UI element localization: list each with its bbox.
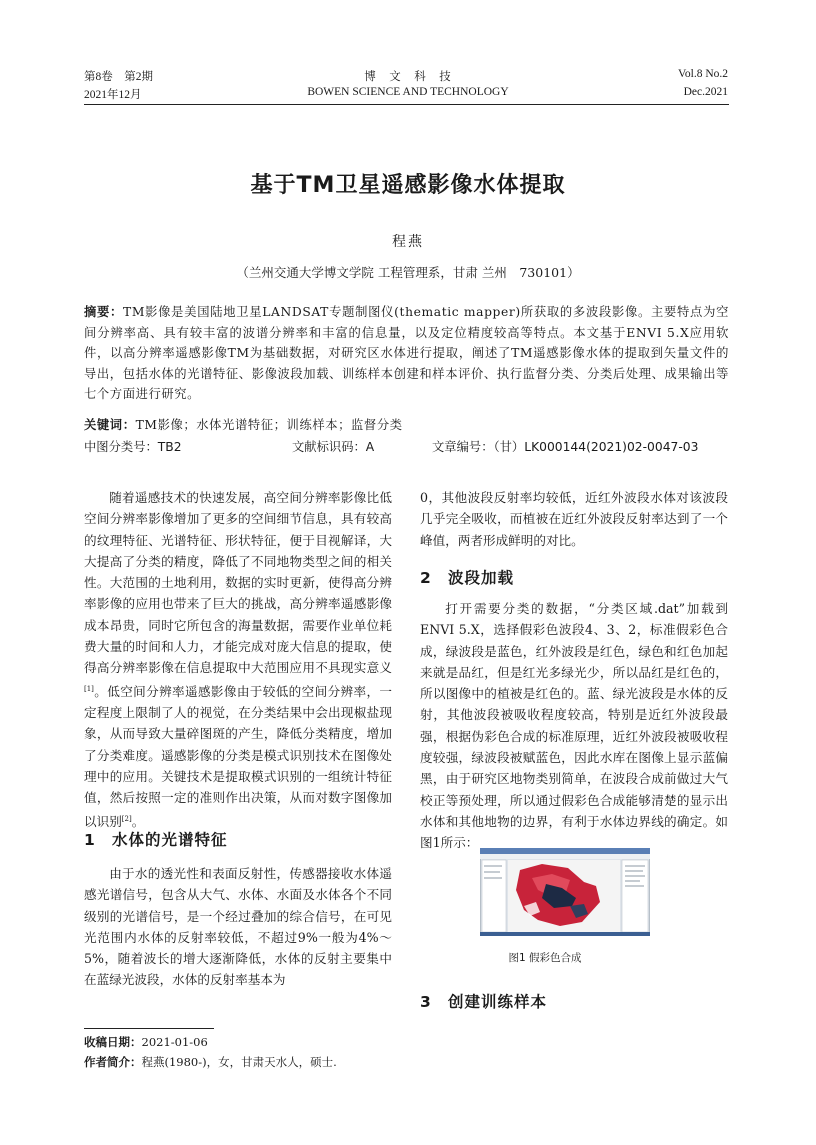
section-2-title: 波段加载 <box>448 569 515 587</box>
keywords-label: 关键词： <box>84 418 136 432</box>
journal-cn: 博 文 科 技 <box>364 71 452 83</box>
section-2-number: 2 <box>420 569 432 587</box>
received-label: 收稿日期： <box>84 1035 142 1049</box>
figure-1-caption: 图1 假彩色合成 <box>508 952 582 964</box>
date-cn: 2021年12月 <box>84 89 142 101</box>
left-column <box>84 487 392 832</box>
section-1-paragraph: 由于水的透光性和表面反射性，传感器接收水体遥感光谱信号，包含从大气、水体、水面及水体各个不同级别的光谱信号，是一个经过叠加的综合信号，在可见光范围内水体的反射率较低，不超过9%一般为4%～5%，随着波长的增大逐渐降低，水体的反射主要集中在蓝绿光波段，水体的反射率基本为 <box>84 866 392 988</box>
clc-number: 中图分类号：TB2 <box>84 440 182 454</box>
author-info-label: 作者简介： <box>84 1055 142 1069</box>
right-column-top <box>420 487 728 551</box>
author-name: 程燕 <box>392 234 424 250</box>
figure-1-image <box>480 848 650 936</box>
section-1-heading <box>84 828 228 850</box>
date-en: Dec.2021 <box>683 86 728 98</box>
header-rule <box>84 104 729 105</box>
abstract <box>84 302 729 405</box>
abstract-text: TM影像是美国陆地卫星LANDSAT专题制图仪(thematic mapper)所获取的多波段影像。主要特点为空间分辨率高、具有较丰富的波谱分辨率和丰富的信息量，以及定位精度较高等特点。本文基于ENVI 5.X应用软件，以高分辨率遥感影像TM为基础数据，对研究区水体进行提取，阐述了TM遥感影像水体的提取到矢量文件的导出，包括水体的光谱特征、影像波段加载、训练样本创建和样本评价、执行监督分类、分类后处理、成果输出等七个方面进行研究。 <box>84 305 729 401</box>
intro-paragraph: 随着遥感技术的快速发展，高空间分辨率影像比低空间分辨率影像增加了更多的空间细节信息，具有较高的纹理特征、光谱特征、形状特征，便于目视解译，大大提高了分类的精度，降低了不同地物类型之间的相关性。大范围的土地利用，数据的实时更新，使得高分辨率影像的应用也带来了巨大的挑战，高分辨率遥感影像成本昂贵，同时它所包含的海量数据，需要作业单位耗费大量的时间和人力，才能完成对庞大信息的提取，使得高分辨率影像在信息提取中大范围应用不具现实意义[1]。低空间分辨率遥感影像由于较低的空间分辨率，一定程度上限制了人的视觉，在分类结果中会出现椒盐现象，从而导致大量碎图斑的产生，降低分类精度，增加了分类难度。遥感影像的分类是模式识别技术在图像处理中的应用。关键技术是提取模式识别的一组统计特征值，然后按照一定的准则作出决策，从而对数字图像加以识别[2]。 <box>84 490 392 829</box>
keywords-text: TM影像；水体光谱特征；训练样本；监督分类 <box>135 418 403 432</box>
doc-code: 文献标识码：A <box>292 440 375 454</box>
section-3-title: 创建训练样本 <box>448 993 548 1011</box>
paper-title: 基于TM卫星遥感影像水体提取 <box>250 173 566 198</box>
journal-en: BOWEN SCIENCE AND TECHNOLOGY <box>307 86 509 98</box>
section-2-heading <box>420 566 514 588</box>
ref-1: [1] <box>84 684 94 693</box>
footnote <box>84 1032 337 1072</box>
section-1-title: 水体的光谱特征 <box>112 831 228 849</box>
section-2-paragraph: 打开需要分类的数据，“分类区域.dat”加载到ENVI 5.X，选择假彩色波段4、3、2，标准假彩色合成，绿波段是蓝色，红外波段是红色，绿色和红色加起来就是品红，但是红光多绿光少，所以品红是红色的，所以图像中的植被是红色的。蓝、绿光波段是水体的反射，其他波段被吸收程度较高，特别是近红外波段最强，根据伪彩色合成的标准原理，近红外波段被吸收程度较强，绿波段被赋蓝色，因此水库在图像上显示蓝偏黑，由于研究区地物类别简单，在波段合成前做过大气校正等预处理，所以通过假彩色合成能够清楚的显示出水体和其他地物的边界，有利于水体边界线的确定。如图1所示： <box>420 601 728 851</box>
received-date: 2021-01-06 <box>141 1035 208 1049</box>
section-3-number: 3 <box>420 993 432 1011</box>
figure-1-svg <box>480 848 650 936</box>
ref-2: [2] <box>121 814 132 823</box>
volume-en: Vol.8 No.2 <box>678 68 728 80</box>
section-1-body <box>84 863 392 991</box>
affiliation: （兰州交通大学博文学院 工程管理系，甘肃 兰州 730101） <box>236 265 580 280</box>
section-1-number: 1 <box>84 831 96 849</box>
section-2-body <box>420 598 728 854</box>
article-number: 文章编号：（甘）LK000144(2021)02-0047-03 <box>432 440 699 454</box>
section-3-heading <box>420 990 547 1012</box>
volume-cn: 第8卷 第2期 <box>84 71 153 83</box>
author-info: 程燕(1980-)，女，甘肃天水人，硕士. <box>141 1055 337 1069</box>
keywords <box>84 415 729 433</box>
section-1-continuation: 0，其他波段反射率均较低，近红外波段水体对该波段几乎完全吸收，而植被在近红外波段反射率达到了一个峰值，两者形成鲜明的对比。 <box>420 490 728 548</box>
abstract-label: 摘要： <box>84 305 124 319</box>
footnote-rule <box>84 1028 214 1029</box>
